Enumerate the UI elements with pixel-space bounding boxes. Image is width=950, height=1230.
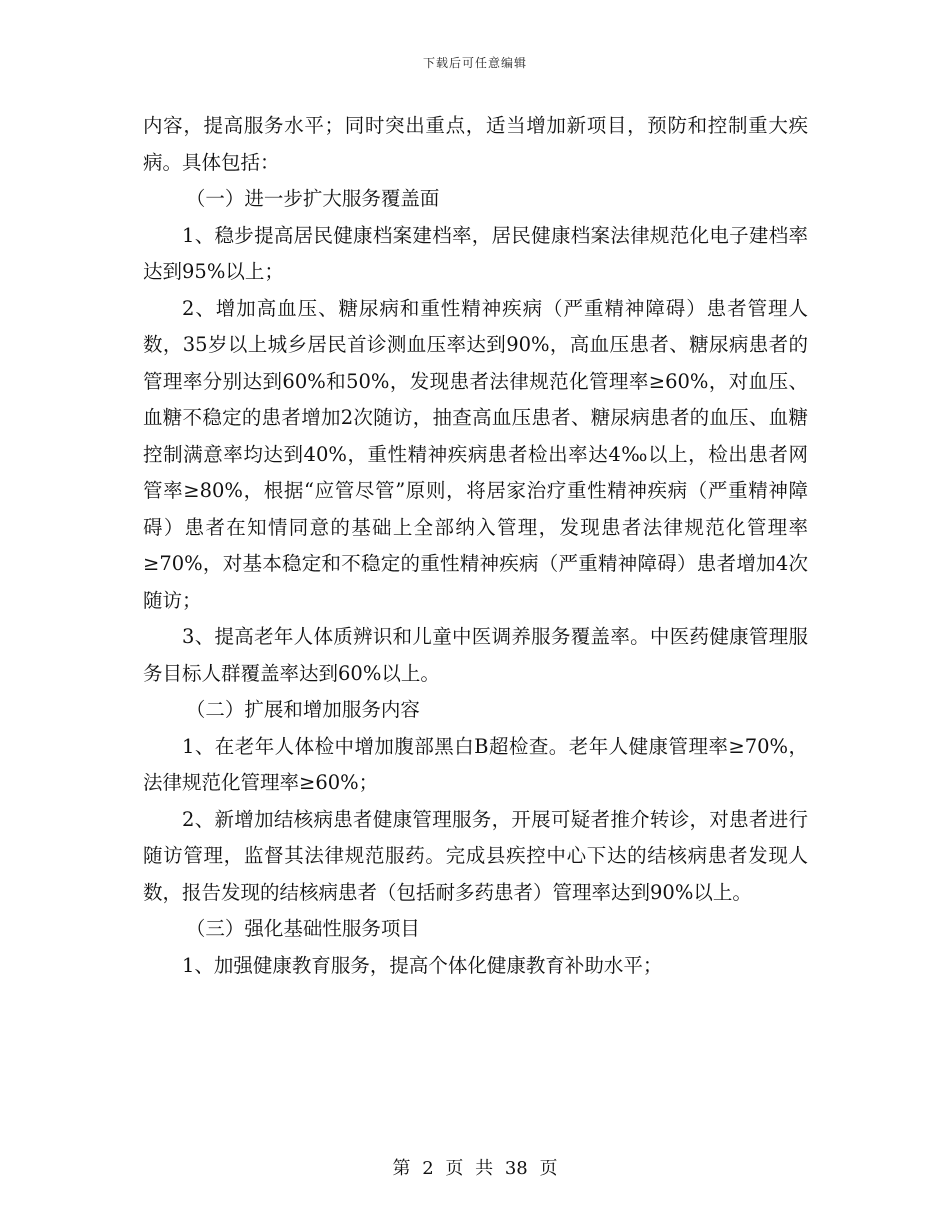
section-heading-2: （二）扩展和增加服务内容 [185,698,420,721]
page-number: 第 2 页 共 38 页 [392,1158,558,1179]
paragraph-item: 1、稳步提高居民健康档案建档率，居民健康档案法律规范化电子建档率达到95%以上； [143,223,808,283]
section-heading-1: （一）进一步扩大服务覆盖面 [185,187,440,210]
paragraph-item: 1、加强健康教育服务，提高个体化健康教育补助水平； [182,953,663,977]
section-heading-3: （三）强化基础性服务项目 [185,917,420,940]
paragraph-item: 1、在老年人体检中增加腹部黑白B超检查。老年人健康管理率≥70%，法律规范化管理率≥60%； [143,734,808,794]
paragraph-continuation: 内容，提高服务水平；同时突出重点，适当增加新项目，预防和控制重大疾病。具体包括： [143,114,808,174]
paragraph-item: 3、提高老年人体质辨识和儿童中医调养服务覆盖率。中医药健康管理服务目标人群覆盖率达到60%以上。 [143,625,808,685]
document-body [143,108,808,984]
page-header: 下载后可任意编辑 [422,56,527,70]
paragraph-item: 2、增加高血压、糖尿病和重性精神疾病（严重精神障碍）患者管理人数，35岁以上城乡居民首诊测血压率达到90%，高血压患者、糖尿病患者的管理率分别达到60%和50%，发现患者法律规范化管理率≥60%，对血压、血糖不稳定的患者增加2次随访，抽查高血压患者、糖尿病患者的血压、血糖控制满意率均达到40%，重性精神疾病患者检出率达4‰以上，检出患者网管率≥80%，根据“应管尽管”原则，将居家治疗重性精神疾病（严重精神障碍）患者在知情同意的基础上全部纳入管理，发现患者法律规范化管理率≥70%，对基本稳定和不稳定的重性精神疾病（严重精神障碍）患者增加4次随访； [143,296,808,612]
paragraph-item: 2、新增加结核病患者健康管理服务，开展可疑者推介转诊，对患者进行随访管理，监督其法律规范服药。完成县疾控中心下达的结核病患者发现人数，报告发现的结核病患者（包括耐多药患者）管理率达到90%以上。 [143,807,808,904]
